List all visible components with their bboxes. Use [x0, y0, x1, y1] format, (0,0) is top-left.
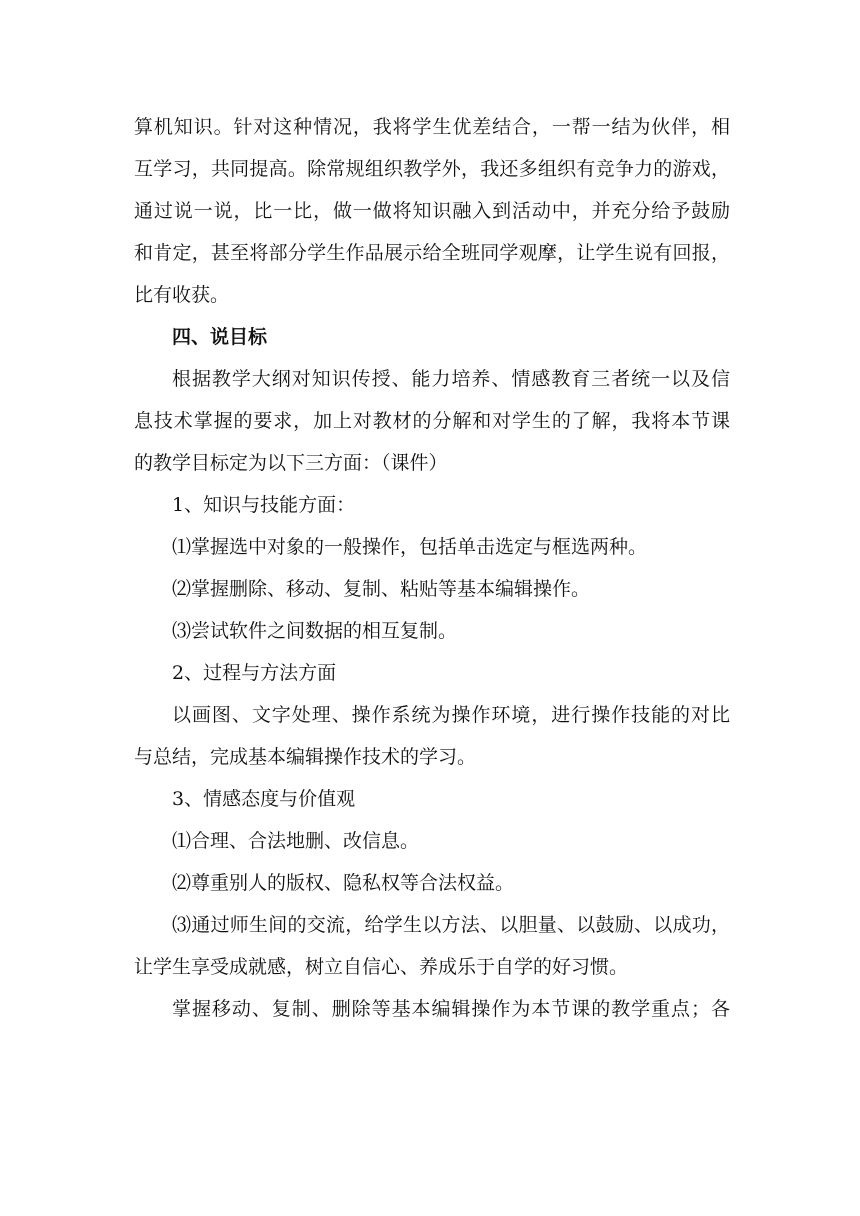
text-line: ⑵掌握删除、移动、复制、粘贴等基本编辑操作。	[172, 578, 591, 600]
text-line: ⑴掌握选中对象的一般操作，包括单击选定与框选两种。	[172, 536, 648, 558]
text-line: 掌握移动、复制、删除等基本编辑操作为本节课的教学重点；各	[172, 998, 730, 1020]
text-line: 让学生享受成就感，树立自信心、养成乐于自学的好习惯。	[134, 956, 629, 978]
text-line: 2、过程与方法方面	[172, 662, 337, 684]
text-line: ⑶尝试软件之间数据的相互复制。	[172, 620, 458, 642]
text-line: 和肯定，甚至将部分学生作品展示给全班同学观摩，让学生说有回报，	[134, 242, 730, 264]
text-line: 1、知识与技能方面：	[172, 494, 356, 516]
text-line: 互学习，共同提高。除常规组织教学外，我还多组织有竞争力的游戏，	[134, 158, 730, 180]
text-line: 以画图、文字处理、操作系统为操作环境，进行操作技能的对比	[172, 704, 730, 726]
text-line: ⑶通过师生间的交流，给学生以方法、以胆量、以鼓励、以成功，	[172, 914, 730, 936]
text-line: ⑴合理、合法地删、改信息。	[172, 830, 420, 852]
text-line: 算机知识。针对这种情况，我将学生优差结合，一帮一结为伙伴，相	[134, 116, 730, 138]
text-line: 通过说一说，比一比，做一做将知识融入到活动中，并充分给予鼓励	[134, 200, 730, 222]
text-line: ⑵尊重别人的版权、隐私权等合法权益。	[172, 872, 515, 894]
text-line: 的教学目标定为以下三方面：（课件）	[134, 452, 448, 474]
text-line: 根据教学大纲对知识传授、能力培养、情感教育三者统一以及信	[172, 368, 730, 390]
text-line: 与总结，完成基本编辑操作技术的学习。	[134, 746, 477, 768]
text-line: 比有收获。	[134, 284, 230, 306]
section-heading: 四、说目标	[172, 326, 268, 348]
text-line: 3、情感态度与价值观	[172, 788, 356, 810]
text-line: 息技术掌握的要求，加上对教材的分解和对学生的了解，我将本节课	[134, 410, 730, 432]
document-body	[134, 106, 730, 1030]
